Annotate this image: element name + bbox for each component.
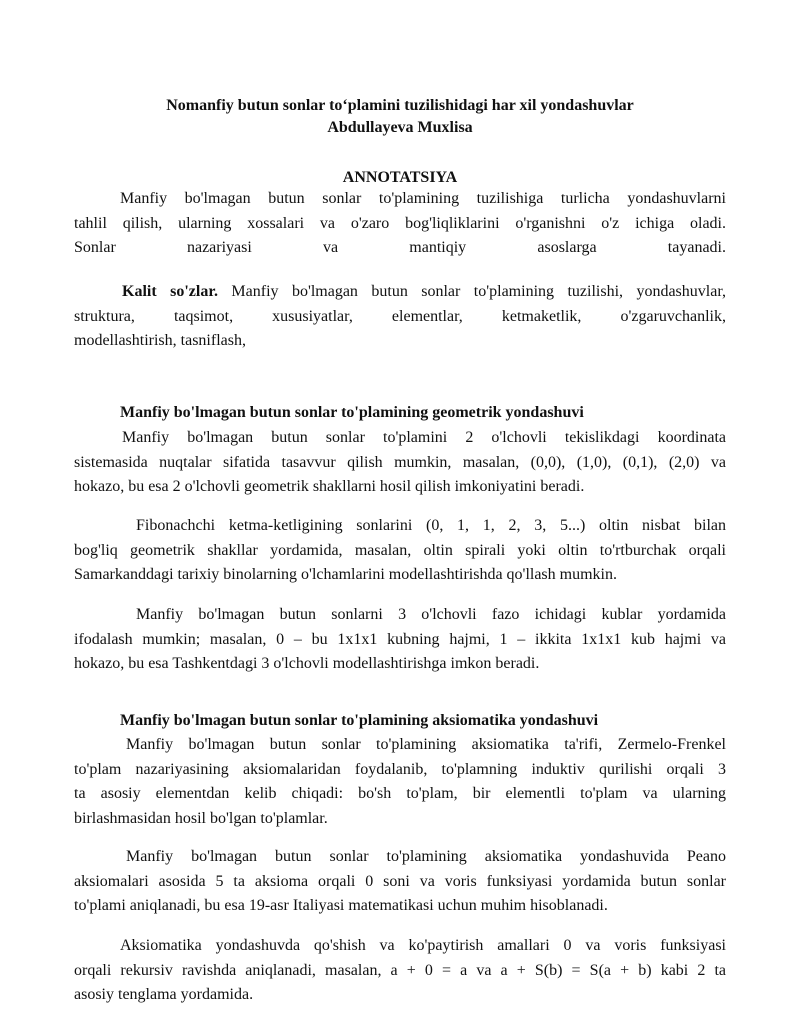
paragraph-line: Manfiy bo'lmagan butun sonlar to'plamining aksiomatika yondashuvida Peano bbox=[126, 848, 726, 865]
paragraph-line: bog'liq geometrik shakllar yordamida, masalan, oltin spirali yoki oltin to'rtburchak orqali bbox=[74, 541, 726, 559]
geometric-paragraph-2 bbox=[74, 514, 726, 588]
paragraph-line: asosiy tenglama yordamida. bbox=[74, 986, 254, 1003]
section-heading-axiomatic: Manfiy bo'lmagan butun sonlar to'plamining aksiomatika yondashuvi bbox=[120, 712, 599, 729]
paragraph-line: hokazo, bu esa 2 o'lchovli geometrik shakllarni hosil qilish imkoniyatini beradi. bbox=[74, 478, 585, 495]
keywords-label: Kalit so'zlar. bbox=[122, 283, 218, 300]
keywords-line: struktura, taqsimot, xususiyatlar, elementlar, ketmaketlik, o'zgaruvchanlik, bbox=[74, 307, 726, 325]
keywords-line: modellashtirish, tasniflash, bbox=[74, 332, 246, 349]
paragraph-line: sistemasida nuqtalar sifatida tasavvur qilish mumkin, masalan, (0,0), (1,0), (0,1), (2,0) va bbox=[74, 453, 726, 471]
keywords-paragraph bbox=[74, 280, 726, 354]
axiomatic-paragraph-3 bbox=[74, 934, 726, 1008]
annotation-paragraph bbox=[74, 187, 726, 261]
axiomatic-paragraph-2 bbox=[74, 845, 726, 919]
paragraph-line: to'plami aniqlanadi, bu esa 19-asr Italiyasi matematikasi uchun muhim hisoblanadi. bbox=[74, 897, 608, 914]
annotation-line: Sonlar nazariyasi va mantiqiy asoslarga tayanadi. bbox=[74, 239, 726, 256]
paragraph-line: Manfiy bo'lmagan butun sonlarni 3 o'lchovli fazo ichidagi kublar yordamida bbox=[136, 606, 726, 623]
paragraph-line: Fibonachchi ketma-ketligining sonlarini (0, 1, 1, 2, 3, 5...) oltin nisbat bilan bbox=[136, 517, 726, 534]
keywords-line bbox=[74, 280, 726, 305]
paragraph-line: to'plam nazariyasining aksiomalaridan foydalanib, to'plamning induktiv qurilishi orqali 3 bbox=[74, 760, 726, 778]
paragraph-line: ta asosiy elementdan kelib chiqadi: bo'sh to'plam, bir elementli to'plam va ularning bbox=[74, 785, 726, 802]
keywords-text: Manfiy bo'lmagan butun sonlar to'plamining tuzilishi, yondashuvlar, bbox=[217, 283, 727, 300]
annotation-line: Manfiy bo'lmagan butun sonlar to'plamining tuzilishiga turlicha yondashuvlarni bbox=[120, 190, 726, 207]
paragraph-line: birlashmasidan hosil bo'lgan to'plamlar. bbox=[74, 809, 328, 827]
paragraph-line: Manfiy bo'lmagan butun sonlar to'plamining aksiomatika ta'rifi, Zermelo-Frenkel bbox=[126, 736, 726, 753]
paragraph-line: Manfiy bo'lmagan butun sonlar to'plamini 2 o'lchovli tekislikdagi koordinata bbox=[122, 429, 726, 446]
axiomatic-paragraph-1 bbox=[74, 733, 726, 831]
annotation-heading: ANNOTATSIYA bbox=[342, 169, 458, 186]
section-heading-geometric: Manfiy bo'lmagan butun sonlar to'plamining geometrik yondashuvi bbox=[120, 404, 584, 421]
paragraph-line: aksiomalari asosida 5 ta aksioma orqali 0 soni va voris funksiyasi yordamida butun sonlar bbox=[74, 872, 726, 890]
geometric-paragraph-1 bbox=[74, 426, 726, 500]
paragraph-line: Aksiomatika yondashuvda qo'shish va ko'paytirish amallari 0 va voris funksiyasi bbox=[120, 937, 726, 954]
geometric-paragraph-3 bbox=[74, 603, 726, 677]
author-name: Abdullayeva Muxlisa bbox=[327, 119, 473, 136]
annotation-line: tahlil qilish, ularning xossalari va o'zaro bog'liqliklarini o'rganishni o'z ichiga oladi. bbox=[74, 214, 726, 232]
paragraph-line: ifodalash mumkin; masalan, 0 – bu 1x1x1 kubning hajmi, 1 – ikkita 1x1x1 kub hajmi va bbox=[74, 630, 726, 648]
paragraph-line: orqali rekursiv ravishda aniqlanadi, masalan, a + 0 = a va a + S(b) = S(a + b) kabi 2 ta bbox=[74, 961, 726, 979]
paper-title: Nomanfiy butun sonlar to‘plamini tuzilishidagi har xil yondashuvlar bbox=[166, 97, 634, 114]
paragraph-line: Samarkanddagi tarixiy binolarning o'lchamlarini modellashtirishda qo'llash mumkin. bbox=[74, 566, 617, 583]
paragraph-line: hokazo, bu esa Tashkentdagi 3 o'lchovli modellashtirishga imkon beradi. bbox=[74, 655, 540, 672]
